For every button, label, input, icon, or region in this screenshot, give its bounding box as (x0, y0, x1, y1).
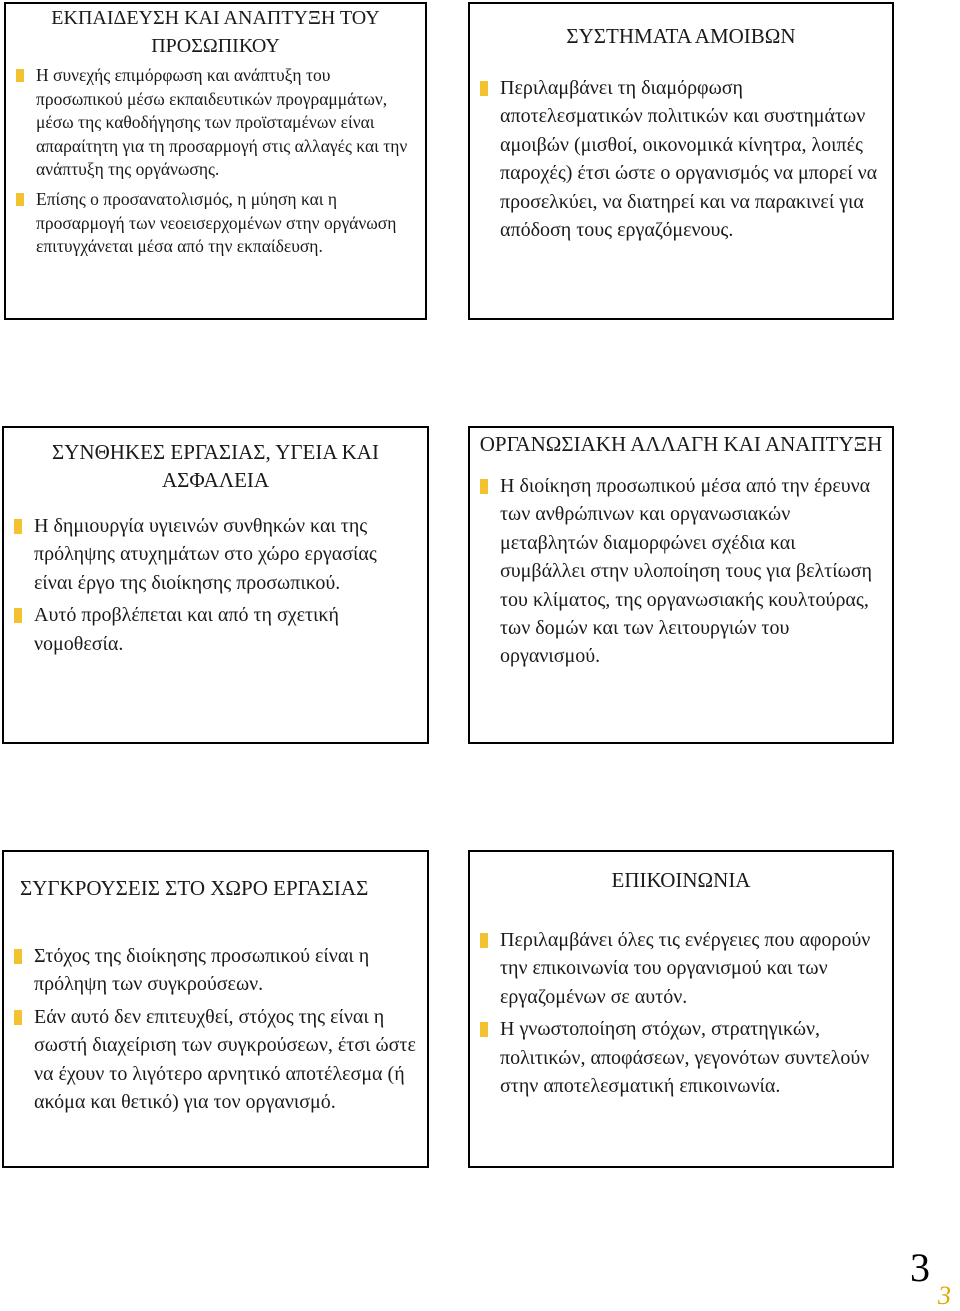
slide-title: ΣΥΝΘΗΚΕΣ ΕΡΓΑΣΙΑΣ, ΥΓΕΙΑ ΚΑΙ ΑΣΦΑΛΕΙΑ (52, 440, 379, 492)
bullet-text: Εάν αυτό δεν επιτευχθεί, στόχος της είναι η σωστή διαχείριση των συγκρούσεων, έτσι ώστε να έχουν το λιγότερο αρνητικό αποτέλεσμα (ή ακόμα και θετικό) για τον οργανισμό. (34, 1005, 416, 1114)
square-bullet-icon (14, 608, 22, 623)
list-item (12, 942, 419, 999)
slide-reward-systems (468, 2, 894, 320)
square-bullet-icon (480, 1022, 488, 1037)
slide-workplace-conflicts (2, 850, 429, 1168)
slide-communication (468, 850, 894, 1168)
slide-training-development (4, 2, 427, 320)
square-bullet-icon (14, 519, 22, 534)
page-number: 3 (910, 1245, 930, 1290)
square-bullet-icon (14, 1010, 22, 1025)
square-bullet-icon (480, 81, 488, 96)
page-number-accent: 3 (938, 1281, 951, 1310)
list-item (478, 926, 884, 1011)
list-item (12, 601, 419, 658)
bullet-text: Η δημιουργία υγιεινών συνθηκών και της πρόληψης ατυχημάτων στο χώρο εργασίας είναι έργο της διοίκησης προσωπικού. (34, 515, 377, 594)
square-bullet-icon (16, 69, 24, 82)
list-item (14, 188, 417, 259)
bullet-list (478, 926, 884, 1100)
bullet-list (12, 512, 419, 658)
bullet-list (478, 472, 884, 671)
bullet-text: Στόχος της διοίκησης προσωπικού είναι η πρόληψη των συγκρούσεων. (34, 945, 370, 996)
list-item (478, 472, 884, 671)
slide-title: ΕΚΠΑΙΔΕΥΣΗ ΚΑΙ ΑΝΑΠΤΥΞΗ ΤΟΥ ΠΡΟΣΩΠΙΚΟΥ (51, 7, 380, 57)
bullet-list (14, 64, 417, 259)
slide-title: ΕΠΙΚΟΙΝΩΝΙΑ (611, 868, 751, 892)
bullet-text: Η διοίκηση προσωπικού μέσα από την έρευνα των ανθρώπινων και οργανωσιακών μεταβλητών διαμορφώνει σχέδια και συμβάλλει στην υλοποίηση τους για βελτίωση του κλίματος, της οργανωσιακής κουλτούρας, των δομών και των λειτουργιών του οργανισμού. (500, 475, 872, 668)
square-bullet-icon (480, 479, 488, 494)
bullet-text: Αυτό προβλέπεται και από τη σχετική νομοθεσία. (34, 604, 339, 655)
slide-organizational-change (468, 426, 894, 744)
slide-title: ΟΡΓΑΝΩΣΙΑΚΗ ΑΛΛΑΓΗ ΚΑΙ ΑΝΑΠΤΥΞΗ (479, 432, 883, 456)
slide-title: ΣΥΓΚΡΟΥΣΕΙΣ ΣΤΟ ΧΩΡΟ ΕΡΓΑΣΙΑΣ (20, 876, 369, 900)
square-bullet-icon (16, 193, 24, 206)
bullet-list (478, 74, 884, 244)
slide-working-conditions (2, 426, 429, 744)
square-bullet-icon (14, 949, 22, 964)
bullet-text: Περιλαμβάνει τη διαμόρφωση αποτελεσματικών πολιτικών και συστημάτων αμοιβών (μισθοί, οικονομικά κίνητρα, λοιπές παροχές) έτσι ώστε ο οργανισμός να μπορεί να προσελκύει, να διατηρεί και να παρακινεί για απόδοση τους εργαζόμενους. (500, 77, 878, 242)
list-item (478, 1015, 884, 1100)
list-item (14, 64, 417, 182)
slide-title: ΣΥΣΤΗΜΑΤΑ ΑΜΟΙΒΩΝ (566, 24, 796, 48)
list-item (12, 1003, 419, 1117)
bullet-text: Περιλαμβάνει όλες τις ενέργειες που αφορούν την επικοινωνία του οργανισμού και των εργαζομένων σε αυτόν. (500, 929, 871, 1008)
bullet-list (12, 942, 419, 1116)
bullet-text: Η συνεχής επιμόρφωση και ανάπτυξη του προσωπικού μέσω εκπαιδευτικών προγραμμάτων, μέσω της καθοδήγησης των προϊσταμένων είναι απαραίτητη για τη προσαρμογή στις αλλαγές και την ανάπτυξη της οργάνωσης. (36, 65, 408, 180)
list-item (478, 74, 884, 244)
square-bullet-icon (480, 933, 488, 948)
bullet-text: Επίσης ο προσανατολισμός, η μύηση και η προσαρμογή των νεοεισερχομένων στην οργάνωση επιτυγχάνεται μέσα από την εκπαίδευση. (36, 188, 397, 257)
list-item (12, 512, 419, 597)
bullet-text: Η γνωστοποίηση στόχων, στρατηγικών, πολιτικών, αποφάσεων, γεγονότων συντελούν στην αποτελεσματική επικοινωνία. (500, 1018, 870, 1098)
